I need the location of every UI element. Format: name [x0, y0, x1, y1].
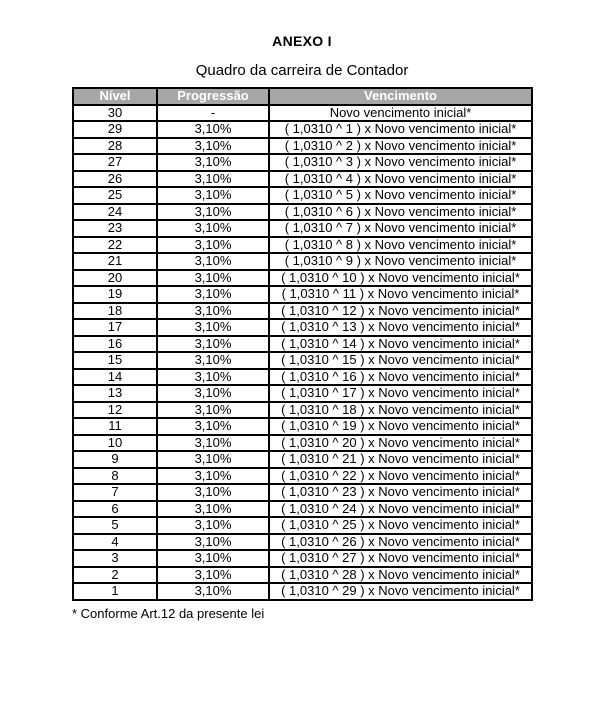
cell-nivel: 12 [73, 402, 157, 419]
cell-nivel: 8 [73, 468, 157, 485]
cell-vencimento: ( 1,0310 ^ 13 ) x Novo vencimento inicial* [269, 319, 532, 336]
cell-vencimento: ( 1,0310 ^ 24 ) x Novo vencimento inicial* [269, 501, 532, 518]
career-table-header [73, 88, 532, 105]
header-row [73, 88, 532, 105]
cell-nivel: 17 [73, 319, 157, 336]
career-table-container [72, 87, 531, 621]
table-caption: Quadro da carreira de Contador [195, 62, 409, 79]
cell-progressao: 3,10% [157, 319, 269, 336]
column-header-vencimento: Vencimento [269, 88, 532, 105]
cell-progressao: 3,10% [157, 550, 269, 567]
cell-vencimento: ( 1,0310 ^ 20 ) x Novo vencimento inicial* [269, 435, 532, 452]
cell-vencimento: ( 1,0310 ^ 26 ) x Novo vencimento inicial* [269, 534, 532, 551]
cell-vencimento: ( 1,0310 ^ 19 ) x Novo vencimento inicial* [269, 418, 532, 435]
column-header-progressao: Progressão [157, 88, 269, 105]
cell-nivel: 27 [73, 154, 157, 171]
cell-progressao: 3,10% [157, 121, 269, 138]
table-row [73, 286, 532, 303]
table-row [73, 517, 532, 534]
table-row [73, 418, 532, 435]
table-row [73, 105, 532, 122]
cell-nivel: 13 [73, 385, 157, 402]
cell-progressao: 3,10% [157, 468, 269, 485]
cell-nivel: 9 [73, 451, 157, 468]
table-row [73, 270, 532, 287]
cell-vencimento: ( 1,0310 ^ 25 ) x Novo vencimento inicial* [269, 517, 532, 534]
cell-vencimento: ( 1,0310 ^ 23 ) x Novo vencimento inicial* [269, 484, 532, 501]
cell-vencimento: ( 1,0310 ^ 9 ) x Novo vencimento inicial* [269, 253, 532, 270]
cell-nivel: 10 [73, 435, 157, 452]
table-row [73, 154, 532, 171]
cell-nivel: 22 [73, 237, 157, 254]
cell-nivel: 26 [73, 171, 157, 188]
cell-nivel: 7 [73, 484, 157, 501]
table-row [73, 253, 532, 270]
cell-vencimento: ( 1,0310 ^ 15 ) x Novo vencimento inicial* [269, 352, 532, 369]
cell-progressao: 3,10% [157, 303, 269, 320]
cell-progressao: 3,10% [157, 517, 269, 534]
cell-vencimento: ( 1,0310 ^ 18 ) x Novo vencimento inicial* [269, 402, 532, 419]
table-row [73, 352, 532, 369]
table-row [73, 451, 532, 468]
page-title: ANEXO I [272, 33, 332, 49]
cell-nivel: 29 [73, 121, 157, 138]
cell-vencimento: ( 1,0310 ^ 10 ) x Novo vencimento inicial* [269, 270, 532, 287]
cell-nivel: 15 [73, 352, 157, 369]
cell-nivel: 30 [73, 105, 157, 122]
table-row [73, 121, 532, 138]
cell-progressao: 3,10% [157, 402, 269, 419]
cell-nivel: 20 [73, 270, 157, 287]
cell-nivel: 14 [73, 369, 157, 386]
table-row [73, 534, 532, 551]
table-row [73, 369, 532, 386]
cell-nivel: 1 [73, 583, 157, 600]
table-row [73, 220, 532, 237]
cell-progressao: 3,10% [157, 253, 269, 270]
cell-vencimento: ( 1,0310 ^ 17 ) x Novo vencimento inicial* [269, 385, 532, 402]
cell-nivel: 3 [73, 550, 157, 567]
cell-progressao: 3,10% [157, 418, 269, 435]
cell-nivel: 28 [73, 138, 157, 155]
cell-progressao: 3,10% [157, 286, 269, 303]
cell-nivel: 5 [73, 517, 157, 534]
cell-nivel: 21 [73, 253, 157, 270]
cell-vencimento: ( 1,0310 ^ 4 ) x Novo vencimento inicial* [269, 171, 532, 188]
table-row [73, 385, 532, 402]
cell-vencimento: ( 1,0310 ^ 1 ) x Novo vencimento inicial* [269, 121, 532, 138]
cell-progressao: - [157, 105, 269, 122]
cell-vencimento: ( 1,0310 ^ 27 ) x Novo vencimento inicial* [269, 550, 532, 567]
table-row [73, 204, 532, 221]
cell-nivel: 25 [73, 187, 157, 204]
cell-vencimento: ( 1,0310 ^ 14 ) x Novo vencimento inicial* [269, 336, 532, 353]
cell-progressao: 3,10% [157, 369, 269, 386]
table-row [73, 550, 532, 567]
career-table-body [73, 105, 532, 600]
cell-progressao: 3,10% [157, 171, 269, 188]
cell-progressao: 3,10% [157, 352, 269, 369]
cell-progressao: 3,10% [157, 187, 269, 204]
cell-nivel: 18 [73, 303, 157, 320]
cell-progressao: 3,10% [157, 220, 269, 237]
cell-vencimento: ( 1,0310 ^ 3 ) x Novo vencimento inicial* [269, 154, 532, 171]
cell-progressao: 3,10% [157, 435, 269, 452]
table-row [73, 484, 532, 501]
cell-vencimento: ( 1,0310 ^ 2 ) x Novo vencimento inicial* [269, 138, 532, 155]
cell-nivel: 11 [73, 418, 157, 435]
table-row [73, 501, 532, 518]
cell-progressao: 3,10% [157, 336, 269, 353]
table-row [73, 303, 532, 320]
cell-progressao: 3,10% [157, 583, 269, 600]
cell-progressao: 3,10% [157, 237, 269, 254]
table-row [73, 583, 532, 600]
cell-progressao: 3,10% [157, 567, 269, 584]
cell-vencimento: ( 1,0310 ^ 22 ) x Novo vencimento inicial* [269, 468, 532, 485]
cell-progressao: 3,10% [157, 534, 269, 551]
cell-progressao: 3,10% [157, 385, 269, 402]
cell-vencimento: ( 1,0310 ^ 12 ) x Novo vencimento inicial* [269, 303, 532, 320]
cell-vencimento: ( 1,0310 ^ 11 ) x Novo vencimento inicial* [269, 286, 532, 303]
table-row [73, 171, 532, 188]
table-row [73, 237, 532, 254]
cell-vencimento: ( 1,0310 ^ 5 ) x Novo vencimento inicial* [269, 187, 532, 204]
cell-nivel: 16 [73, 336, 157, 353]
footnote: * Conforme Art.12 da presente lei [72, 605, 265, 621]
cell-vencimento: ( 1,0310 ^ 21 ) x Novo vencimento inicial* [269, 451, 532, 468]
table-row [73, 435, 532, 452]
cell-vencimento: ( 1,0310 ^ 28 ) x Novo vencimento inicial* [269, 567, 532, 584]
cell-progressao: 3,10% [157, 154, 269, 171]
cell-progressao: 3,10% [157, 484, 269, 501]
cell-vencimento: ( 1,0310 ^ 6 ) x Novo vencimento inicial* [269, 204, 532, 221]
cell-nivel: 4 [73, 534, 157, 551]
table-row [73, 468, 532, 485]
cell-nivel: 23 [73, 220, 157, 237]
table-row [73, 567, 532, 584]
cell-progressao: 3,10% [157, 270, 269, 287]
cell-progressao: 3,10% [157, 138, 269, 155]
cell-nivel: 19 [73, 286, 157, 303]
cell-vencimento: ( 1,0310 ^ 16 ) x Novo vencimento inicial* [269, 369, 532, 386]
cell-nivel: 6 [73, 501, 157, 518]
table-row [73, 319, 532, 336]
table-row [73, 138, 532, 155]
table-row [73, 402, 532, 419]
table-row [73, 336, 532, 353]
cell-vencimento: ( 1,0310 ^ 29 ) x Novo vencimento inicial* [269, 583, 532, 600]
cell-progressao: 3,10% [157, 204, 269, 221]
career-table [72, 87, 533, 601]
cell-nivel: 24 [73, 204, 157, 221]
table-row [73, 187, 532, 204]
cell-progressao: 3,10% [157, 501, 269, 518]
cell-progressao: 3,10% [157, 451, 269, 468]
column-header-nivel: Nível [73, 88, 157, 105]
cell-vencimento: ( 1,0310 ^ 8 ) x Novo vencimento inicial* [269, 237, 532, 254]
cell-nivel: 2 [73, 567, 157, 584]
cell-vencimento: Novo vencimento inicial* [269, 105, 532, 122]
cell-vencimento: ( 1,0310 ^ 7 ) x Novo vencimento inicial* [269, 220, 532, 237]
